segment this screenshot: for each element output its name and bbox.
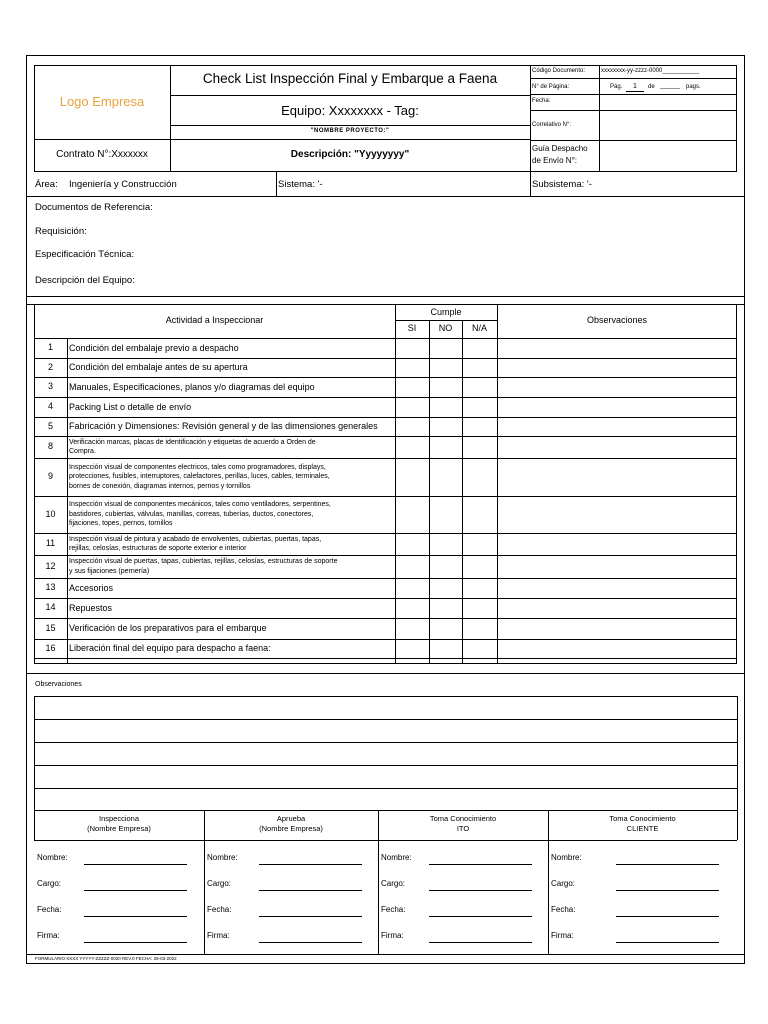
row-si-checkbox[interactable] bbox=[395, 618, 429, 639]
signature-field-label: Nombre: bbox=[37, 853, 68, 862]
row-na-checkbox[interactable] bbox=[462, 377, 497, 397]
row-si-checkbox[interactable] bbox=[395, 555, 429, 578]
signature-field-label: Firma: bbox=[381, 931, 404, 940]
project-name: "NOMBRE PROYECTO:" bbox=[310, 128, 390, 134]
row-observation-cell[interactable] bbox=[497, 377, 737, 397]
row-na-checkbox[interactable] bbox=[462, 533, 497, 555]
row-activity-text: Manuales, Especificaciones, planos y/o diagramas del equipo bbox=[69, 381, 315, 392]
row-number: 11 bbox=[45, 538, 56, 548]
row-activity-text: y sus fijaciones (pernería) bbox=[69, 567, 150, 575]
signature-field-label: Fecha: bbox=[381, 905, 406, 914]
row-activity-text: Inspección visual de pintura y acabado de envolventes, cubiertas, puertas, tapas, bbox=[69, 535, 322, 543]
row-no-checkbox[interactable] bbox=[429, 496, 462, 533]
signature-field-label: Cargo: bbox=[381, 879, 406, 888]
references-label: Documentos de Referencia: bbox=[35, 202, 153, 213]
row-si-checkbox[interactable] bbox=[395, 436, 429, 458]
row-observation-cell[interactable] bbox=[497, 533, 737, 555]
signature-field-line[interactable] bbox=[84, 916, 187, 917]
row-na-checkbox[interactable] bbox=[462, 618, 497, 639]
row-activity-text: Inspección visual de puertas, tapas, cubiertas, rejillas, celosías, estructuras de soporte bbox=[69, 558, 338, 565]
row-na-checkbox[interactable] bbox=[462, 417, 497, 436]
row-si-checkbox[interactable] bbox=[395, 358, 429, 377]
form-title: Check List Inspección Final y Embarque a Faena bbox=[202, 71, 498, 86]
row-number: 14 bbox=[45, 602, 56, 612]
row-number: 1 bbox=[47, 342, 53, 352]
row-na-checkbox[interactable] bbox=[462, 436, 497, 458]
row-no-checkbox[interactable] bbox=[429, 533, 462, 555]
logo: Logo Empresa bbox=[59, 94, 145, 109]
page-label: N° de Página: bbox=[532, 84, 570, 90]
signature-field-line[interactable] bbox=[616, 864, 719, 865]
row-si-checkbox[interactable] bbox=[395, 578, 429, 598]
row-no-checkbox[interactable] bbox=[429, 417, 462, 436]
row-activity-text: Verificación marcas, placas de identificación y etiquetas de acuerdo a Orden de bbox=[69, 438, 316, 446]
row-observation-cell[interactable] bbox=[497, 598, 737, 618]
signature-field-label: Fecha: bbox=[37, 905, 62, 914]
signature-field-line[interactable] bbox=[616, 942, 719, 943]
row-activity-text: Repuestos bbox=[69, 602, 113, 613]
page-number: 1 bbox=[633, 83, 637, 90]
contract-number: Contrato N°:Xxxxxxx bbox=[56, 149, 148, 160]
equipment-line: Equipo: Xxxxxxxx - Tag: bbox=[281, 103, 419, 118]
signature-field-label: Fecha: bbox=[207, 905, 232, 914]
signature-block-title: Toma Conocimiento bbox=[609, 814, 676, 823]
row-si-checkbox[interactable] bbox=[395, 639, 429, 658]
row-number: 10 bbox=[45, 508, 56, 519]
doc-code-label: Código Documento: bbox=[532, 68, 586, 74]
signature-field-label: Firma: bbox=[551, 931, 574, 940]
row-observation-cell[interactable] bbox=[497, 618, 737, 639]
signature-field-label: Cargo: bbox=[207, 879, 232, 888]
row-observation-cell[interactable] bbox=[497, 555, 737, 578]
row-number: 2 bbox=[47, 361, 53, 372]
row-si-checkbox[interactable] bbox=[395, 338, 429, 358]
row-no-checkbox[interactable] bbox=[429, 377, 462, 397]
signature-field-label: Nombre: bbox=[381, 853, 412, 862]
row-no-checkbox[interactable] bbox=[429, 358, 462, 377]
row-no-checkbox[interactable] bbox=[429, 555, 462, 578]
row-number: 3 bbox=[47, 381, 53, 391]
row-no-checkbox[interactable] bbox=[429, 578, 462, 598]
row-si-checkbox[interactable] bbox=[395, 598, 429, 618]
dispatch-label-2: de Envío N°: bbox=[532, 156, 577, 165]
signature-block-subtitle: CLIENTE bbox=[626, 824, 659, 833]
row-number: 5 bbox=[47, 420, 53, 431]
description: Descripción: "Yyyyyyyy" bbox=[290, 149, 410, 160]
signature-field-label: Cargo: bbox=[37, 879, 62, 888]
signature-field-line[interactable] bbox=[429, 916, 532, 917]
row-no-checkbox[interactable] bbox=[429, 458, 462, 496]
row-si-checkbox[interactable] bbox=[395, 496, 429, 533]
row-activity-text: protecciones, fusibles, interruptores, calefactores, perillas, luces, cables, terminales, bbox=[69, 473, 330, 481]
row-number: 12 bbox=[45, 560, 56, 571]
signature-field-label: Nombre: bbox=[207, 853, 238, 862]
signature-field-line[interactable] bbox=[429, 890, 532, 891]
signature-field-line[interactable] bbox=[259, 916, 362, 917]
tech-spec-label: Especificación Técnica: bbox=[35, 249, 135, 260]
row-activity-text: Condición del embalaje antes de su apertura bbox=[69, 362, 248, 372]
row-na-checkbox[interactable] bbox=[462, 338, 497, 358]
row-number: 13 bbox=[45, 582, 56, 592]
row-si-checkbox[interactable] bbox=[395, 458, 429, 496]
row-si-checkbox[interactable] bbox=[395, 377, 429, 397]
row-activity-text: Packing List o detalle de envío bbox=[69, 401, 192, 412]
row-activity-text: Verificación de los preparativos para el embarque bbox=[69, 623, 267, 633]
row-na-checkbox[interactable] bbox=[462, 496, 497, 533]
signature-field-label: Fecha: bbox=[551, 905, 576, 914]
row-activity-text: Liberación final del equipo para despacho a faena: bbox=[69, 643, 271, 653]
row-na-checkbox[interactable] bbox=[462, 458, 497, 496]
row-si-checkbox[interactable] bbox=[395, 397, 429, 417]
row-observation-cell[interactable] bbox=[497, 397, 737, 417]
row-observation-cell[interactable] bbox=[497, 436, 737, 458]
row-number: 9 bbox=[47, 471, 53, 481]
activity-header: Actividad a Inspeccionar bbox=[165, 315, 264, 325]
page-suffix: pags. bbox=[686, 84, 701, 90]
observations-label: Observaciones bbox=[35, 681, 82, 688]
row-no-checkbox[interactable] bbox=[429, 338, 462, 358]
row-number: 4 bbox=[47, 401, 53, 411]
signature-field-label: Cargo: bbox=[551, 879, 576, 888]
row-na-checkbox[interactable] bbox=[462, 555, 497, 578]
row-no-checkbox[interactable] bbox=[429, 639, 462, 658]
signature-block-subtitle: ITO bbox=[456, 824, 470, 833]
row-observation-cell[interactable] bbox=[497, 338, 737, 358]
no-header: NO bbox=[438, 323, 453, 333]
na-header: N/A bbox=[471, 323, 487, 333]
area-label: Área: bbox=[35, 179, 58, 190]
signature-field-line[interactable] bbox=[259, 864, 362, 865]
row-no-checkbox[interactable] bbox=[429, 618, 462, 639]
signature-field-line[interactable] bbox=[84, 890, 187, 891]
si-header: SI bbox=[407, 323, 417, 333]
row-activity-text: fijaciones, topes, pernos, tornillos bbox=[69, 520, 173, 528]
row-observation-cell[interactable] bbox=[497, 417, 737, 436]
page-blank: ______ bbox=[660, 83, 681, 89]
row-no-checkbox[interactable] bbox=[429, 598, 462, 618]
signature-field-line[interactable] bbox=[429, 864, 532, 865]
area-value: Ingeniería y Construcción bbox=[69, 179, 177, 190]
row-activity-text: Condición del embalaje previo a despacho bbox=[69, 342, 239, 353]
signature-field-line[interactable] bbox=[616, 916, 719, 917]
subsystem-label: Subsistema: '- bbox=[532, 179, 592, 190]
signature-field-line[interactable] bbox=[259, 890, 362, 891]
signature-field-line[interactable] bbox=[429, 942, 532, 943]
row-na-checkbox[interactable] bbox=[462, 598, 497, 618]
row-observation-cell[interactable] bbox=[497, 639, 737, 658]
row-na-checkbox[interactable] bbox=[462, 358, 497, 377]
row-number: 16 bbox=[45, 642, 56, 653]
row-observation-cell[interactable] bbox=[497, 358, 737, 377]
signature-block-subtitle: (Nombre Empresa) bbox=[259, 824, 323, 833]
system-label: Sistema: '- bbox=[278, 179, 323, 190]
signature-field-line[interactable] bbox=[84, 864, 187, 865]
row-observation-cell[interactable] bbox=[497, 458, 737, 496]
row-activity-text: Compra. bbox=[69, 448, 96, 455]
row-activity-text: Accesorios bbox=[69, 582, 114, 593]
signature-block-subtitle: (Nombre Empresa) bbox=[87, 824, 151, 833]
signature-block-title: Inspecciona bbox=[98, 814, 140, 823]
doc-code-value: xxxxxxxx-yy-zzzz-0000___________ bbox=[601, 68, 700, 74]
row-activity-text: Fabricación y Dimensiones: Revisión general y de las dimensiones generales bbox=[69, 421, 378, 431]
equip-desc-label: Descripción del Equipo: bbox=[35, 275, 135, 286]
signature-field-line[interactable] bbox=[616, 890, 719, 891]
signature-field-label: Firma: bbox=[37, 931, 60, 940]
signature-field-line[interactable] bbox=[84, 942, 187, 943]
row-number: 15 bbox=[45, 622, 56, 633]
form-footer: FORMULARIO XXXX YYYYY-ZZZZZ-0020 REV.0 FECHA: 28-03-2022 bbox=[35, 956, 177, 961]
row-activity-text: Inspección visual de componentes electricos, tales como programadores, displays, bbox=[69, 463, 326, 471]
row-activity-text: Inspección visual de componentes mecánicos, tales como ventiladores, serpentines, bbox=[69, 501, 331, 509]
row-na-checkbox[interactable] bbox=[462, 639, 497, 658]
row-si-checkbox[interactable] bbox=[395, 533, 429, 555]
row-activity-text: rejillas, celosías, estructuras de soporte exterior e interior bbox=[69, 545, 247, 552]
signature-field-line[interactable] bbox=[259, 942, 362, 943]
dispatch-label: Guía Despacho bbox=[532, 144, 588, 153]
observations-header: Observaciones bbox=[586, 315, 648, 325]
signature-block-title: Toma Conocimiento bbox=[429, 814, 497, 823]
row-number: 8 bbox=[47, 441, 53, 451]
row-no-checkbox[interactable] bbox=[429, 436, 462, 458]
row-activity-text: bastidores, cubiertas, válvulas, manillas, correas, tuberías, ductos, conectores, bbox=[69, 510, 314, 518]
correlative-label: Correlativo N°: bbox=[532, 122, 572, 128]
requisition-label: Requisición: bbox=[35, 226, 87, 237]
row-na-checkbox[interactable] bbox=[462, 578, 497, 598]
row-si-checkbox[interactable] bbox=[395, 417, 429, 436]
date-label: Fecha: bbox=[532, 98, 551, 104]
row-activity-text: bornes de conexión, diagramas internos, pernos y tornillos bbox=[69, 482, 251, 490]
page-prefix: Pág. bbox=[610, 84, 623, 90]
row-observation-cell[interactable] bbox=[497, 578, 737, 598]
signature-block-title: Aprueba bbox=[276, 814, 306, 823]
row-no-checkbox[interactable] bbox=[429, 397, 462, 417]
signature-field-label: Nombre: bbox=[551, 853, 582, 862]
page-of: de bbox=[648, 84, 655, 90]
signature-field-label: Firma: bbox=[207, 931, 230, 940]
cumple-header: Cumple bbox=[430, 307, 462, 317]
row-observation-cell[interactable] bbox=[497, 496, 737, 533]
row-na-checkbox[interactable] bbox=[462, 397, 497, 417]
